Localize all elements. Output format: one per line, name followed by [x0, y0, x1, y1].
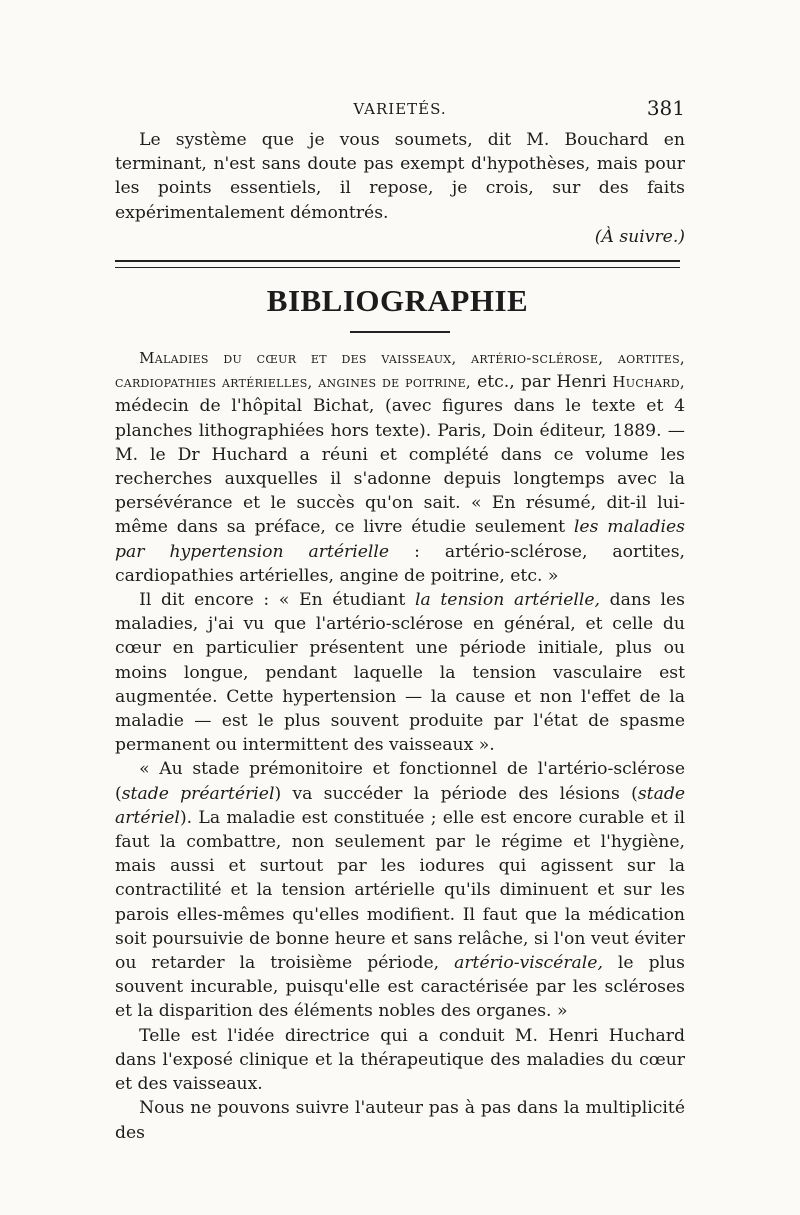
para3-d: le plus souvent incurable, puisqu'elle est caractérisée par les scléroses et la disparition des éléments nobles des organes. »	[115, 953, 685, 1022]
author-name: Huchard,	[612, 373, 685, 392]
book-title: Maladies du cœur et des vaisseaux, artério-sclérose, aortites, cardiopathies artérielles, angines de poitrine,	[115, 349, 685, 392]
para3-i3: artério-viscérale,	[454, 953, 603, 974]
para2-b: dans les maladies, j'ai vu que l'artério-sclérose en général, et celle du cœur en particulier présentent une période initiale, plus ou moins longue, pendant laquelle la tension vasculaire est augmentée. Cette hypertension — la cause et non l'effet de la maladie — est le plus souvent produite par l'état de spasme permanent ou intermittent des vaisseaux ».	[115, 590, 685, 756]
running-head: VARIETÉS.	[353, 100, 447, 118]
a-suivre-text: (À suivre.)	[594, 226, 685, 247]
para3-i1: stade préartériel	[121, 783, 275, 804]
bibliography-body	[115, 346, 685, 1145]
paragraph-5: Nous ne pouvons suivre l'auteur pas à pas dans la multiplicité des	[115, 1098, 685, 1143]
intro-paragraph: Le système que je vous soumets, dit M. Bouchard en terminant, n'est sans doute pas exempt d'hypothèses, mais pour les points essentiels, il repose, je crois, sur des faits expérimentalement démontrés.	[115, 130, 685, 223]
para3-i2: stade artériel	[115, 783, 685, 828]
para2-italic: la tension artérielle,	[414, 590, 600, 611]
bibliography-entry	[115, 346, 685, 588]
para3-b: ) va succéder la période des lésions (	[274, 783, 638, 804]
para3-c: ). La maladie est constituée ; elle est encore curable et il faut la combattre, non seulement par le régime et l'hygiène, mais aussi et surtout par les iodures qui agissent sur la contractilité et la tension artérielle qu'ils diminuent et sur les parois elles-mêmes qu'elles modifient. Il faut que la médication soit poursuivie de bonne heure et sans relâche, si l'on veut éviter ou retarder la troisième période,	[115, 807, 685, 974]
paragraph-3	[115, 757, 685, 1023]
para3-a: « Au stade prémonitoire et fonctionnel de l'artério-sclérose (	[115, 759, 685, 804]
intro-block	[115, 128, 685, 249]
entry-details: médecin de l'hôpital Bichat, (avec figures dans le texte et 4 planches lithographiées hors texte). Paris, Doin éditeur, 1889. — M. le Dr Huchard a réuni et complété dans ce volume les recherches auxquelles il s'adonne depuis longtemps avec la persévérance et le succès qu'on sait. « En résumé, dit-il lui-même dans sa préface, ce livre étudie seulement	[115, 396, 685, 538]
title-underline	[350, 331, 450, 333]
section-title: BIBLIOGRAPHIE	[266, 283, 529, 318]
entry-end: : artério-sclérose, aortites, cardiopathies artérielles, angine de poitrine, etc. »	[115, 541, 685, 586]
entry-italic: les maladies par hypertension artérielle	[115, 517, 686, 562]
page-header	[115, 96, 685, 126]
section-divider	[115, 260, 680, 268]
paragraph-2	[115, 588, 685, 757]
page-number: 381	[646, 96, 685, 120]
paragraph-4: Telle est l'idée directrice qui a conduit M. Henri Huchard dans l'exposé clinique et la thérapeutique des maladies du cœur et des vaisseaux.	[115, 1025, 685, 1095]
etc-par: etc., par Henri	[471, 372, 613, 393]
a-suivre-note	[115, 225, 685, 249]
para2-a: Il dit encore : « En étudiant	[139, 590, 415, 611]
